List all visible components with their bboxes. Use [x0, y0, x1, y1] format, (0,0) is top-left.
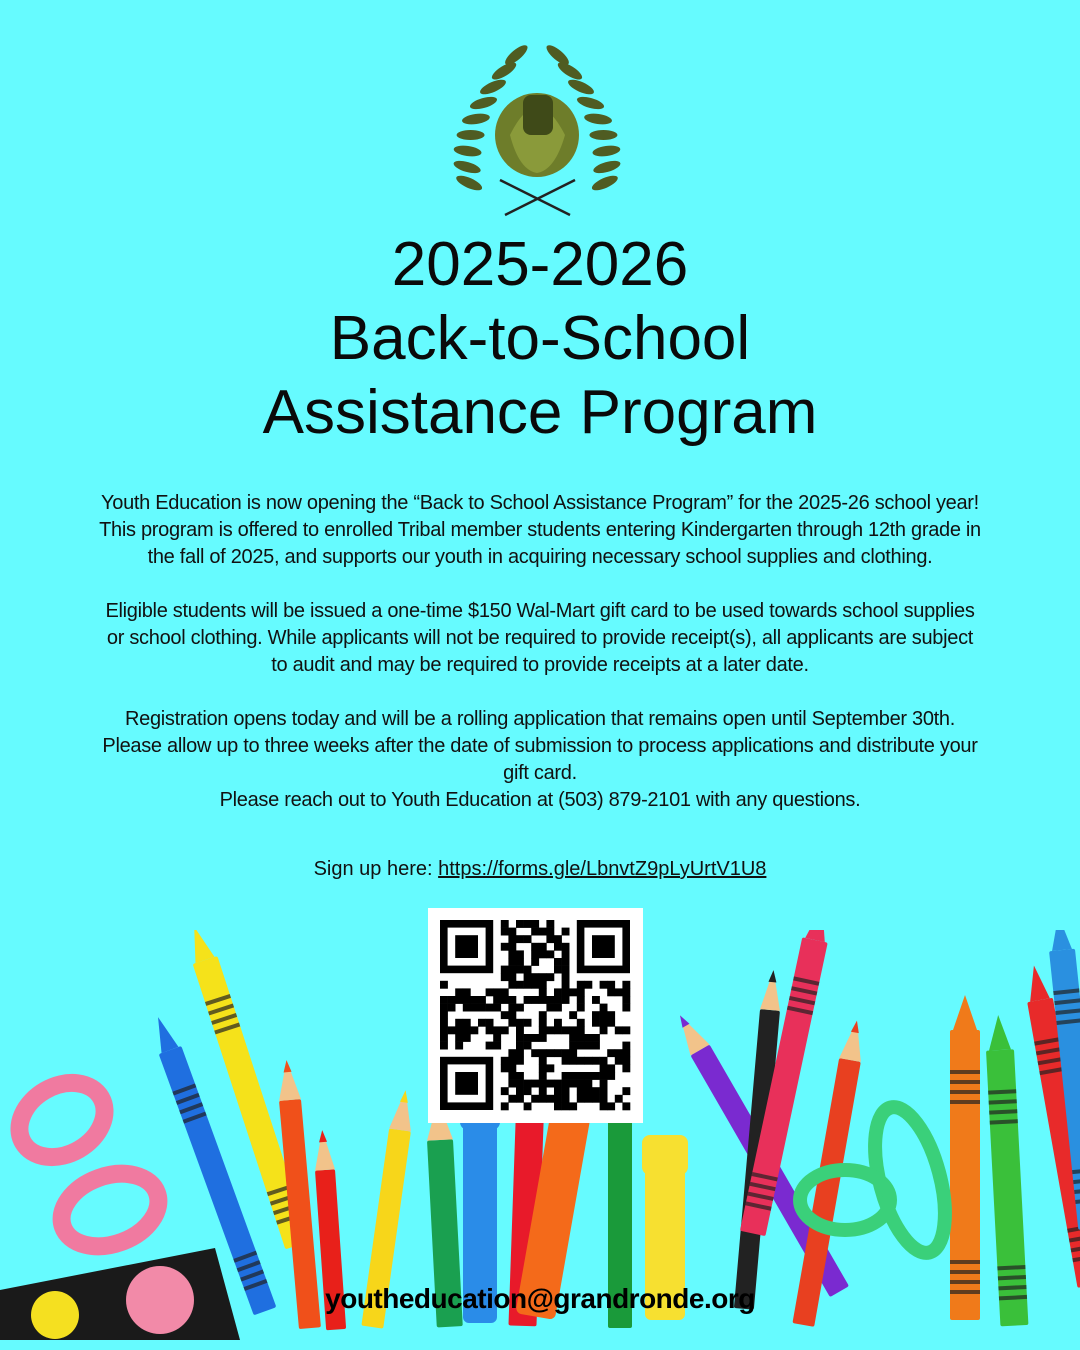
qr-module — [516, 1095, 524, 1103]
qr-module — [516, 1026, 524, 1034]
qr-module — [516, 935, 524, 943]
qr-module — [493, 1004, 501, 1012]
qr-module — [539, 973, 547, 981]
qr-module — [577, 1042, 585, 1050]
qr-module — [615, 1049, 623, 1057]
qr-module — [546, 1049, 554, 1057]
qr-module — [584, 1072, 592, 1080]
laurel-leaf — [544, 42, 572, 68]
qr-module — [600, 1011, 608, 1019]
qr-module — [607, 1019, 615, 1027]
laurel-leaf — [502, 42, 530, 68]
title-line: 2025-2026 — [391, 230, 689, 299]
qr-module — [600, 1095, 608, 1103]
qr-module — [508, 973, 516, 981]
qr-module — [562, 1026, 570, 1034]
qr-module — [440, 1019, 448, 1027]
qr-module — [440, 996, 448, 1004]
qr-module — [531, 1034, 539, 1042]
laurel-leaf — [592, 144, 621, 158]
qr-module — [493, 1026, 501, 1034]
qr-module — [562, 988, 570, 996]
qr-module — [554, 1087, 562, 1095]
laurel-fist-logo — [435, 40, 640, 220]
qr-module — [562, 1102, 570, 1110]
text-line: to audit and may be required to provide receipts at a later date. — [271, 654, 809, 676]
qr-module — [508, 1080, 516, 1088]
qr-module — [516, 958, 524, 966]
qr-module — [493, 996, 501, 1004]
qr-module — [592, 1095, 600, 1103]
crayon — [950, 995, 980, 1320]
qr-module — [531, 981, 539, 989]
qr-module — [508, 996, 516, 1004]
qr-module — [524, 981, 532, 989]
qr-module — [554, 1004, 562, 1012]
qr-module — [501, 1064, 509, 1072]
qr-module — [607, 1064, 615, 1072]
qr-module — [516, 1072, 524, 1080]
qr-module — [546, 928, 554, 936]
qr-module — [592, 1087, 600, 1095]
qr-module — [448, 996, 456, 1004]
qr-module — [592, 1019, 600, 1027]
qr-module — [607, 1072, 615, 1080]
text-line: Please allow up to three weeks after the date of submission to process applications and distribute your — [102, 735, 978, 757]
qr-module — [569, 1042, 577, 1050]
qr-module — [577, 1072, 585, 1080]
qr-module — [584, 1087, 592, 1095]
qr-module — [455, 996, 463, 1004]
qr-module — [524, 1087, 532, 1095]
laurel-leaf — [478, 77, 508, 98]
qr-module — [562, 996, 570, 1004]
qr-module — [584, 1042, 592, 1050]
qr-module — [508, 950, 516, 958]
qr-module — [440, 1011, 448, 1019]
qr-module — [592, 1011, 600, 1019]
laurel-leaf — [589, 130, 617, 140]
crayon — [984, 1014, 1028, 1326]
qr-module — [622, 1026, 630, 1034]
qr-module — [508, 981, 516, 989]
laurel-leaf — [490, 59, 519, 82]
qr-module — [539, 1057, 547, 1065]
laurel-leaf — [576, 94, 606, 111]
qr-module — [615, 988, 623, 996]
qr-module — [486, 988, 494, 996]
qr-module — [486, 1042, 494, 1050]
qr-module — [516, 1042, 524, 1050]
qr-module — [562, 1095, 570, 1103]
qr-module — [577, 988, 585, 996]
qr-module — [508, 1057, 516, 1065]
qr-module — [569, 1057, 577, 1065]
qr-module — [554, 996, 562, 1004]
qr-module — [622, 1042, 630, 1050]
qr-module — [577, 1080, 585, 1088]
contact-email: youtheducation@grandronde.org — [325, 1283, 755, 1314]
qr-module — [615, 1057, 623, 1065]
laurel-leaf — [454, 173, 484, 194]
qr-module — [463, 1034, 471, 1042]
qr-module — [524, 1102, 532, 1110]
qr-module — [539, 928, 547, 936]
qr-module — [569, 1049, 577, 1057]
qr-module — [546, 1095, 554, 1103]
qr-module — [539, 1072, 547, 1080]
qr-module — [592, 1072, 600, 1080]
qr-module — [486, 1019, 494, 1027]
qr-module — [455, 1026, 463, 1034]
qr-module — [607, 1102, 615, 1110]
qr-module — [577, 1019, 585, 1027]
qr-module — [531, 996, 539, 1004]
qr-module — [493, 1042, 501, 1050]
qr-module — [539, 1064, 547, 1072]
qr-module — [554, 1026, 562, 1034]
qr-code[interactable] — [428, 908, 643, 1123]
laurel-leaf — [590, 173, 620, 194]
qr-module — [440, 981, 448, 989]
qr-module — [516, 1080, 524, 1088]
qr-module — [516, 981, 524, 989]
qr-module — [600, 1080, 608, 1088]
text-line: or school clothing. While applicants will not be required to provide receipt(s), all applicants are subject — [106, 627, 974, 649]
qr-module — [539, 1087, 547, 1095]
qr-module — [600, 1087, 608, 1095]
qr-module — [577, 1095, 585, 1103]
qr-module — [562, 1087, 570, 1095]
qr-module — [463, 988, 471, 996]
qr-module — [584, 1034, 592, 1042]
text-line: Registration opens today and will be a rolling application that remains open until September 30th. — [124, 708, 955, 730]
laurel-leaf — [555, 59, 584, 82]
text-line: This program is offered to enrolled Tribal member students entering Kindergarten through 12th grade in — [99, 519, 981, 541]
qr-module — [524, 996, 532, 1004]
qr-module — [516, 920, 524, 928]
qr-module — [486, 1026, 494, 1034]
text-line: the fall of 2025, and supports our youth in acquiring necessary school supplies and clothing. — [147, 546, 933, 568]
eligibility-paragraph — [0, 598, 1080, 679]
qr-module — [577, 1026, 585, 1034]
qr-module — [508, 935, 516, 943]
qr-module — [546, 1064, 554, 1072]
qr-module — [554, 1019, 562, 1027]
qr-module — [463, 996, 471, 1004]
qr-module — [501, 920, 509, 928]
qr-module — [531, 950, 539, 958]
qr-module — [607, 988, 615, 996]
qr-module — [508, 1019, 516, 1027]
qr-module — [584, 981, 592, 989]
qr-module — [554, 958, 562, 966]
qr-module — [531, 943, 539, 951]
qr-module — [622, 988, 630, 996]
qr-module — [577, 1004, 585, 1012]
qr-module — [562, 981, 570, 989]
qr-module — [546, 1004, 554, 1012]
qr-module — [622, 1064, 630, 1072]
laurel-leaf — [584, 112, 613, 126]
qr-module — [607, 1011, 615, 1019]
qr-module — [516, 1034, 524, 1042]
qr-module — [516, 1057, 524, 1065]
qr-module — [470, 1026, 478, 1034]
qr-module — [478, 1019, 486, 1027]
qr-module — [546, 973, 554, 981]
qr-module — [622, 1004, 630, 1012]
qr-module — [546, 1026, 554, 1034]
qr-module — [463, 1004, 471, 1012]
qr-module — [508, 1004, 516, 1012]
qr-module — [508, 966, 516, 974]
qr-module — [592, 1042, 600, 1050]
qr-module — [562, 1049, 570, 1057]
qr-module — [539, 943, 547, 951]
qr-module — [508, 1011, 516, 1019]
qr-module — [501, 1087, 509, 1095]
qr-module — [539, 1034, 547, 1042]
qr-module — [562, 1072, 570, 1080]
qr-module — [524, 966, 532, 974]
qr-module — [600, 1102, 608, 1110]
qr-module — [562, 966, 570, 974]
qr-module — [600, 1019, 608, 1027]
qr-module — [508, 1095, 516, 1103]
qr-module — [554, 943, 562, 951]
qr-module — [440, 1042, 448, 1050]
qr-module — [577, 1087, 585, 1095]
qr-module — [600, 1026, 608, 1034]
qr-module — [508, 943, 516, 951]
qr-module — [508, 1049, 516, 1057]
qr-module — [546, 950, 554, 958]
qr-module — [615, 1026, 623, 1034]
qr-module — [539, 950, 547, 958]
scissors — [6, 1068, 169, 1259]
qr-module — [501, 1026, 509, 1034]
qr-module — [455, 1042, 463, 1050]
qr-module — [615, 1095, 623, 1103]
qr-module — [539, 1026, 547, 1034]
text-line: gift card. — [503, 762, 577, 784]
qr-module — [463, 1019, 471, 1027]
qr-module — [622, 1102, 630, 1110]
qr-module — [592, 1034, 600, 1042]
qr-module — [493, 988, 501, 996]
qr-module — [546, 1080, 554, 1088]
qr-module — [539, 988, 547, 996]
qr-module — [455, 988, 463, 996]
qr-module — [554, 1080, 562, 1088]
qr-module — [524, 1042, 532, 1050]
qr-module — [584, 1095, 592, 1103]
qr-module — [569, 988, 577, 996]
qr-module — [562, 943, 570, 951]
page-title — [0, 228, 1080, 450]
qr-module — [577, 1057, 585, 1065]
qr-module — [478, 996, 486, 1004]
qr-module — [508, 1064, 516, 1072]
laurel-leaf — [452, 158, 482, 175]
qr-module — [539, 981, 547, 989]
qr-module — [531, 1049, 539, 1057]
qr-module — [546, 920, 554, 928]
qr-module — [516, 1087, 524, 1095]
qr-module — [501, 973, 509, 981]
qr-module — [455, 1019, 463, 1027]
text-line: Youth Education is now opening the “Back to School Assistance Program” for the 2025-26 school year! — [101, 492, 979, 514]
qr-module — [516, 1004, 524, 1012]
qr-module — [554, 935, 562, 943]
qr-module — [554, 1095, 562, 1103]
qr-module — [569, 1011, 577, 1019]
registration-paragraph — [0, 706, 1080, 814]
intro-paragraph — [0, 490, 1080, 571]
qr-module — [562, 950, 570, 958]
text-line: Eligible students will be issued a one-time $150 Wal-Mart gift card to be used towards school supplies — [105, 600, 975, 622]
qr-module — [622, 981, 630, 989]
qr-module — [440, 1034, 448, 1042]
qr-module — [607, 981, 615, 989]
qr-module — [516, 950, 524, 958]
qr-module — [486, 1004, 494, 1012]
qr-module — [622, 1087, 630, 1095]
qr-module — [516, 1019, 524, 1027]
qr-module — [600, 1072, 608, 1080]
qr-module — [455, 1034, 463, 1042]
qr-module — [562, 928, 570, 936]
qr-module — [592, 996, 600, 1004]
qr-module — [562, 1057, 570, 1065]
qr-module — [501, 966, 509, 974]
laurel-leaf — [457, 130, 485, 140]
qr-module — [470, 996, 478, 1004]
qr-module — [440, 1004, 448, 1012]
qr-module — [569, 1102, 577, 1110]
signup-line — [0, 858, 1080, 881]
qr-module — [524, 920, 532, 928]
qr-module — [554, 988, 562, 996]
qr-module — [622, 1049, 630, 1057]
qr-module — [478, 1004, 486, 1012]
qr-module — [584, 1080, 592, 1088]
qr-module — [562, 1080, 570, 1088]
qr-module — [531, 1080, 539, 1088]
qr-module — [531, 920, 539, 928]
qr-module — [569, 1026, 577, 1034]
qr-module — [539, 1080, 547, 1088]
qr-module — [501, 996, 509, 1004]
title-line: Back-to-School — [329, 304, 751, 373]
qr-module — [501, 988, 509, 996]
qr-module — [577, 1034, 585, 1042]
qr-module — [516, 966, 524, 974]
qr-module — [501, 943, 509, 951]
qr-module — [524, 1034, 532, 1042]
qr-module — [470, 1004, 478, 1012]
qr-module — [448, 1026, 456, 1034]
qr-module — [524, 1019, 532, 1027]
qr-module — [508, 1072, 516, 1080]
qr-module — [622, 996, 630, 1004]
qr-module — [577, 996, 585, 1004]
qr-module — [440, 1026, 448, 1034]
qr-module — [554, 966, 562, 974]
qr-module — [607, 1049, 615, 1057]
qr-module — [531, 958, 539, 966]
qr-module — [562, 958, 570, 966]
qr-module — [516, 1049, 524, 1057]
laurel-leaf — [592, 158, 622, 175]
qr-module — [600, 1057, 608, 1065]
qr-module — [531, 928, 539, 936]
qr-module — [508, 958, 516, 966]
qr-module — [577, 981, 585, 989]
qr-module — [501, 1057, 509, 1065]
qr-module — [531, 973, 539, 981]
qr-module — [554, 1049, 562, 1057]
qr-module — [554, 1102, 562, 1110]
qr-module — [501, 928, 509, 936]
laurel-leaf — [566, 77, 596, 98]
qr-module — [493, 1034, 501, 1042]
qr-module — [546, 935, 554, 943]
qr-module — [539, 1011, 547, 1019]
qr-module — [546, 996, 554, 1004]
laurel-leaf — [469, 94, 499, 111]
qr-module — [569, 1080, 577, 1088]
qr-module — [539, 996, 547, 1004]
qr-module — [448, 1004, 456, 1012]
qr-module — [508, 928, 516, 936]
signup-link[interactable]: https://forms.gle/LbnvtZ9pLyUrtV1U8 — [438, 858, 767, 880]
qr-module — [592, 1057, 600, 1065]
qr-module — [600, 1064, 608, 1072]
qr-module — [569, 1072, 577, 1080]
qr-module — [562, 973, 570, 981]
signup-label: Sign up here: — [313, 858, 439, 880]
qr-module — [622, 1057, 630, 1065]
qr-module — [584, 1057, 592, 1065]
text-line: Please reach out to Youth Education at (503) 879-2101 with any questions. — [219, 789, 861, 811]
laurel-leaf — [461, 112, 490, 126]
qr-module — [539, 1019, 547, 1027]
qr-module — [539, 1095, 547, 1103]
qr-module — [531, 1095, 539, 1103]
laurel-leaf — [453, 144, 482, 158]
qr-module — [524, 1080, 532, 1088]
qr-module — [569, 1034, 577, 1042]
qr-module — [501, 1011, 509, 1019]
qr-module — [539, 1049, 547, 1057]
qr-module — [463, 1026, 471, 1034]
qr-module — [501, 1102, 509, 1110]
qr-module — [600, 981, 608, 989]
title-line: Assistance Program — [262, 378, 818, 447]
qr-module — [524, 935, 532, 943]
qr-module — [524, 973, 532, 981]
qr-module — [600, 1004, 608, 1012]
